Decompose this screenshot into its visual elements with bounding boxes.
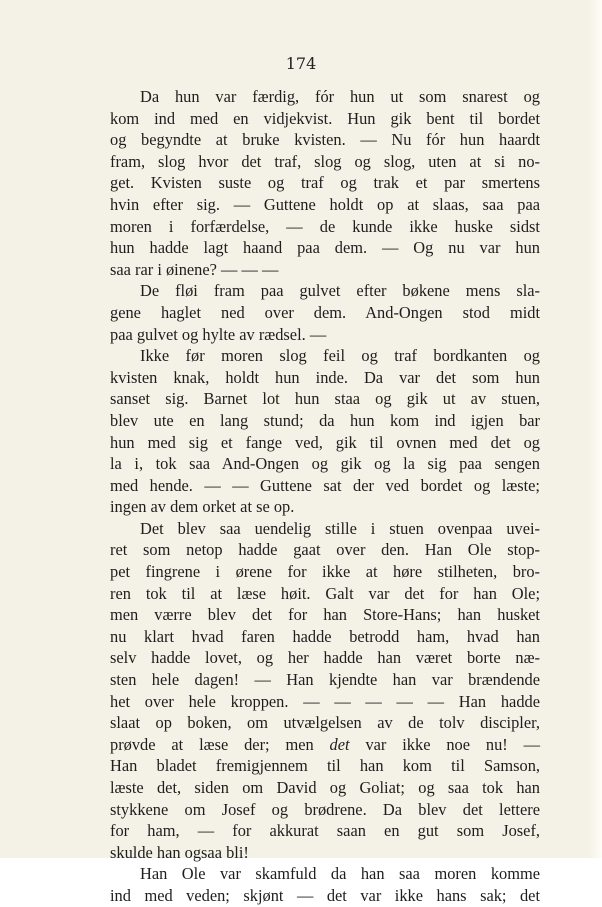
text-line: het over hele kroppen. — — — — — Han hadde [110, 691, 540, 711]
body-text [110, 86, 540, 907]
text-line: hun hadde lagt haand paa dem. — Og nu var hun [110, 238, 540, 258]
text-line: la i, tok saa And-Ongen og gik og la sig paa sengen [110, 454, 540, 474]
text-line: hvin efter sig. — Guttene holdt op at slaas, saa paa [110, 194, 540, 214]
text-line: ind med veden; skjønt — det var ikke hans sak; det [110, 885, 540, 905]
text-line: moren i forfærdelse, — de kunde ikke huske sidst [110, 216, 540, 236]
text-line: men værre blev det for han Store-Hans; han husket [110, 605, 540, 625]
text-line: Han Ole var skamfuld da han saa moren komme [140, 864, 540, 884]
text-line: Han bladet fremigjennem til han kom til Samson, [110, 756, 540, 776]
text-line: paa gulvet og hylte av rædsel. — [110, 324, 327, 344]
text-line: læste det, siden om David og Goliat; og saa tok han [110, 778, 540, 797]
text-line: med hende. — — Guttene sat der ved bordet og læste; [110, 475, 540, 495]
text-line: sten hele dagen! — Han kjendte han var brændende [110, 670, 540, 690]
text-line: selv hadde lovet, og her hadde han været borte næ- [110, 648, 540, 668]
text-line: pet fingrene i ørene for ikke at høre stilheten, bro- [110, 562, 540, 582]
text-line: fram, slog hvor det traf, slog og slog, uten at si no- [110, 151, 540, 171]
text-line: nu klart hvad faren hadde betrodd ham, hvad han [110, 626, 540, 646]
text-line: ren tok til at læse høit. Galt var det for han Ole; [110, 583, 540, 603]
text-line: blev ute en lang stund; da hun kom ind igjen bar [110, 410, 540, 430]
emphasis: det [329, 734, 350, 754]
text-line: skulde han ogsaa bli! [110, 842, 249, 862]
text-line: for ham, — for akkurat saan en gut som Josef, [110, 821, 540, 841]
text-line: kvisten knak, holdt hun inde. Da var det som hun [110, 367, 540, 387]
text-line: ingen av dem orket at se op. [110, 497, 295, 517]
text-line: saa rar i øinene? — — — [110, 259, 279, 279]
text-line: prøvde at læse der; men det var ikke noe nu! — [110, 734, 540, 754]
text-line: hun med sig et fange ved, gik til ovnen med det og [110, 432, 540, 452]
text-line: Ikke før moren slog feil og traf bordkanten og [140, 346, 540, 366]
text-line: og begyndte at bruke kvisten. — Nu fór hun haardt [110, 130, 540, 150]
text-line: gene haglet ned over dem. And-Ongen stod midt [110, 302, 540, 322]
text-line: Det blev saa uendelig stille i stuen ovenpaa uvei- [140, 518, 540, 538]
text-line: De fløi fram paa gulvet efter bøkene mens sla- [140, 281, 540, 301]
text-line: slaat op boken, om utvælgelsen av de tolv discipler, [110, 713, 540, 733]
text-line: Da hun var færdig, fór hun ut som snarest og [140, 87, 540, 106]
text-line: ret som netop hadde gaat over den. Han Ole stop- [110, 540, 540, 560]
text-line: stykkene om Josef og brødrene. Da blev det lettere [110, 799, 540, 819]
text-line: get. Kvisten suste og traf og trak et par smertens [110, 173, 540, 193]
text-line: sanset sig. Barnet lot hun staa og gik ut av stuen, [110, 389, 540, 409]
text-line: kom ind med en vidjekvist. Hun gik bent til bordet [110, 108, 540, 128]
page-number: 174 [285, 54, 317, 73]
